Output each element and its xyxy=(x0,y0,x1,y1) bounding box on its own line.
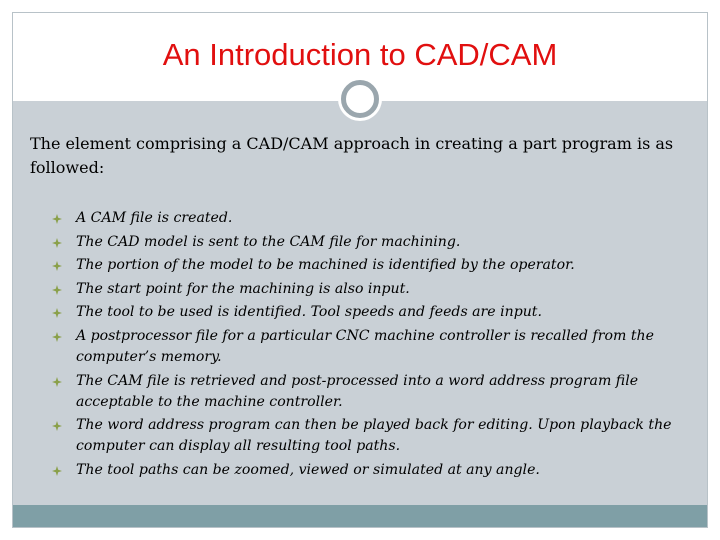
list-item-text: A postprocessor file for a particular CNC machine controller is recalled from the computer’s memory. xyxy=(76,327,654,365)
list-item xyxy=(48,279,708,300)
list-item-text: The start point for the machining is also input. xyxy=(76,280,410,297)
list-item xyxy=(48,232,708,253)
slide-title: An Introduction to CAD/CAM xyxy=(162,37,558,72)
list-item-text: A CAM file is created. xyxy=(76,210,233,226)
diamond-bullet-icon xyxy=(52,285,62,295)
list-item xyxy=(48,415,708,457)
list-item-text: The tool paths can be zoomed, viewed or simulated at any angle. xyxy=(76,461,540,478)
diamond-bullet-icon xyxy=(52,214,62,224)
circle-ornament-icon xyxy=(341,80,379,118)
diamond-bullet-icon xyxy=(52,421,62,431)
list-item xyxy=(48,326,708,368)
list-item-text: The word address program can then be played back for editing. Upon playback the computer can display all resulting tool paths. xyxy=(76,417,672,455)
intro-text: The element comprising a CAD/CAM approach in creating a part program is as followed: xyxy=(30,134,674,177)
diamond-bullet-icon xyxy=(52,332,62,342)
diamond-bullet-icon xyxy=(52,308,62,318)
list-item-text: The CAM file is retrieved and post-processed into a word address program file acceptable to the machine controller. xyxy=(76,372,639,410)
list-item-text: The CAD model is sent to the CAM file for machining. xyxy=(76,233,461,250)
bullet-list xyxy=(48,208,708,483)
list-item-text: The tool to be used is identified. Tool speeds and feeds are input. xyxy=(76,304,542,321)
list-item xyxy=(48,460,708,481)
list-item xyxy=(48,371,708,413)
diamond-bullet-icon xyxy=(52,377,62,387)
list-item-text: The portion of the model to be machined is identified by the operator. xyxy=(76,257,575,274)
diamond-bullet-icon xyxy=(52,466,62,476)
diamond-bullet-icon xyxy=(52,238,62,248)
diamond-bullet-icon xyxy=(52,261,62,271)
list-item xyxy=(48,255,708,276)
list-item xyxy=(48,302,708,323)
list-item xyxy=(48,208,708,229)
footer-bar xyxy=(13,505,707,527)
